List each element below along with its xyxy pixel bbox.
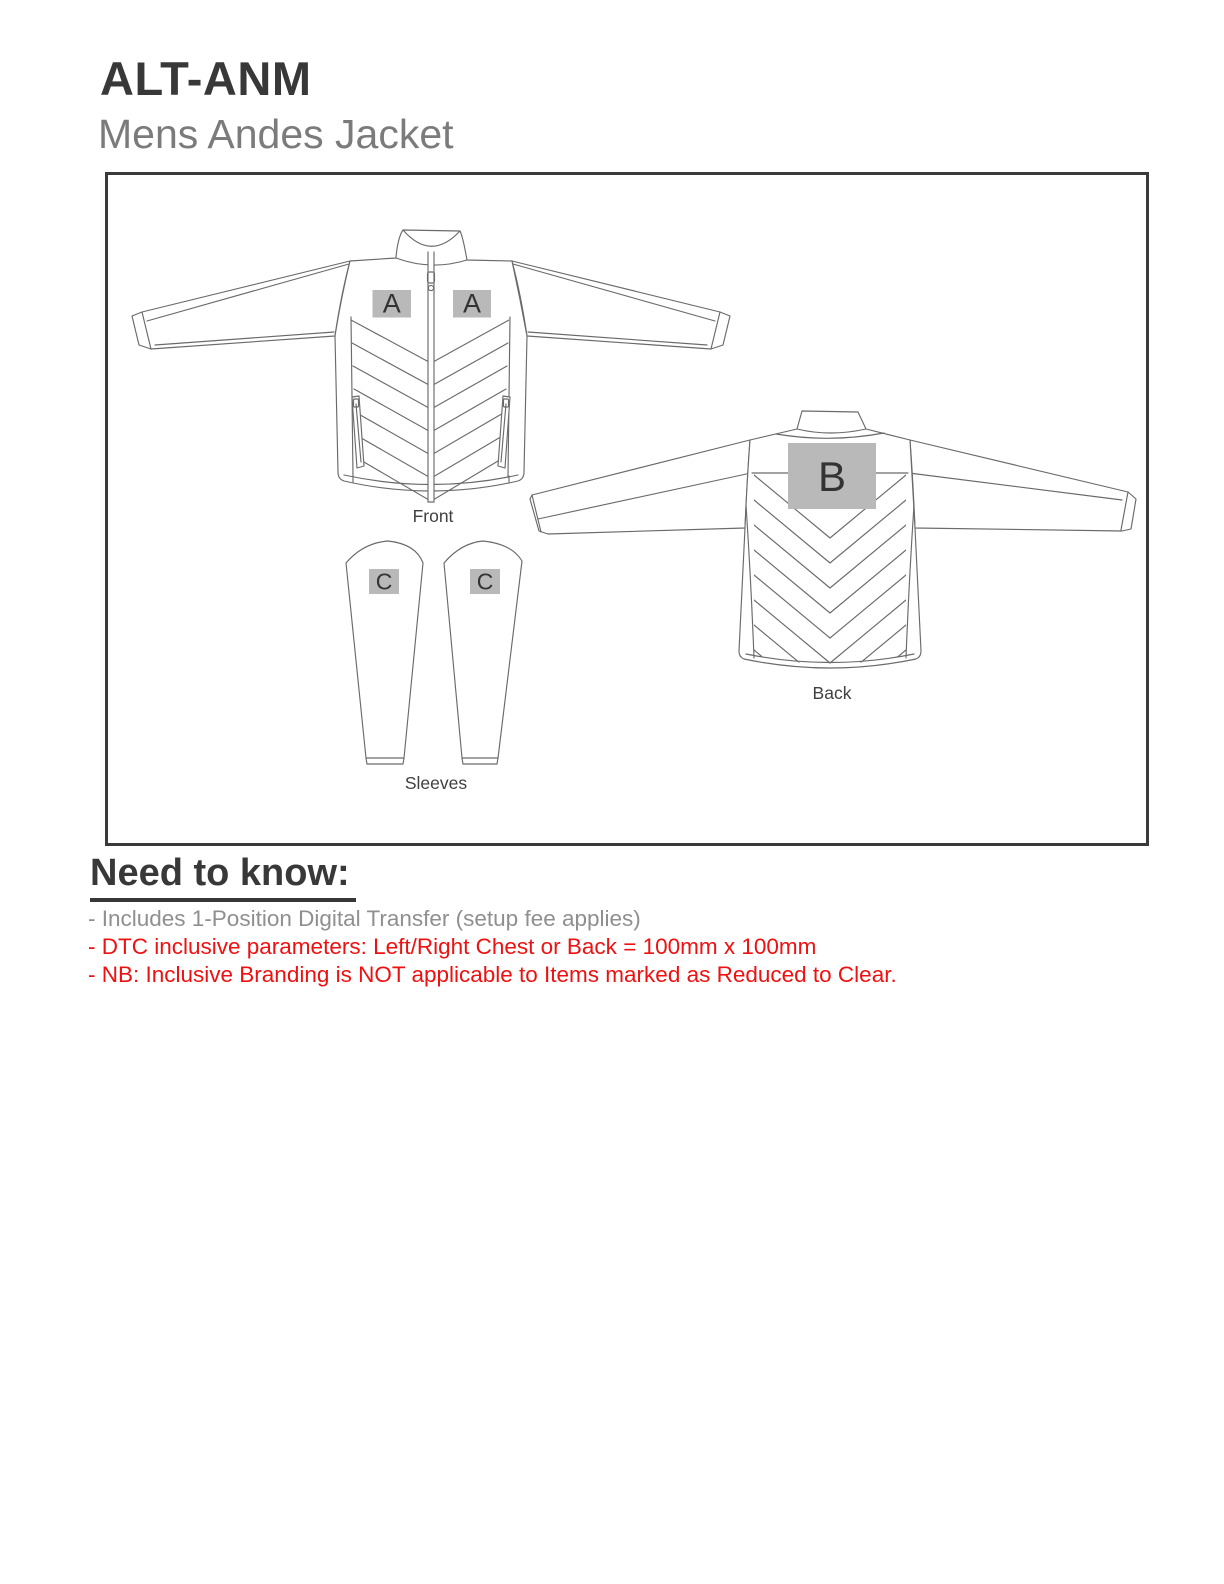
need-to-know-notes xyxy=(88,905,897,989)
front-zipper xyxy=(428,252,435,502)
note-line: - NB: Inclusive Branding is NOT applicable to Items marked as Reduced to Clear. xyxy=(88,962,897,987)
sleeves-view-label: Sleeves xyxy=(404,773,468,793)
svg-text:B: B xyxy=(817,453,847,500)
front-left-sleeve xyxy=(132,261,350,349)
svg-text:C: C xyxy=(476,568,494,595)
back-left-sleeve xyxy=(530,440,750,534)
sleeves-view-drawing xyxy=(346,541,522,793)
garment-diagram-panel xyxy=(105,172,1149,846)
note-line: - DTC inclusive parameters: Left/Right Chest or Back = 100mm x 100mm xyxy=(88,934,817,959)
marker-front-right-chest xyxy=(453,289,491,319)
back-right-sleeve xyxy=(910,440,1136,531)
product-name-subtitle: Mens Andes Jacket xyxy=(98,111,454,157)
svg-text:C: C xyxy=(375,568,393,595)
note-line: - Includes 1-Position Digital Transfer (setup fee applies) xyxy=(88,906,641,931)
product-code-title: ALT-ANM xyxy=(100,52,312,105)
back-view-drawing xyxy=(530,411,1136,713)
front-right-sleeve xyxy=(512,261,730,349)
svg-text:A: A xyxy=(382,288,401,319)
marker-front-left-chest xyxy=(373,289,412,319)
garment-line-art xyxy=(108,175,1146,843)
marker-back-center xyxy=(788,443,876,509)
back-view-label: Back xyxy=(812,683,852,703)
marker-right-sleeve xyxy=(470,569,500,595)
need-to-know-heading: Need to know: xyxy=(90,853,356,902)
front-view-label: Front xyxy=(412,506,454,526)
svg-text:A: A xyxy=(462,288,482,319)
marker-left-sleeve xyxy=(369,569,399,595)
